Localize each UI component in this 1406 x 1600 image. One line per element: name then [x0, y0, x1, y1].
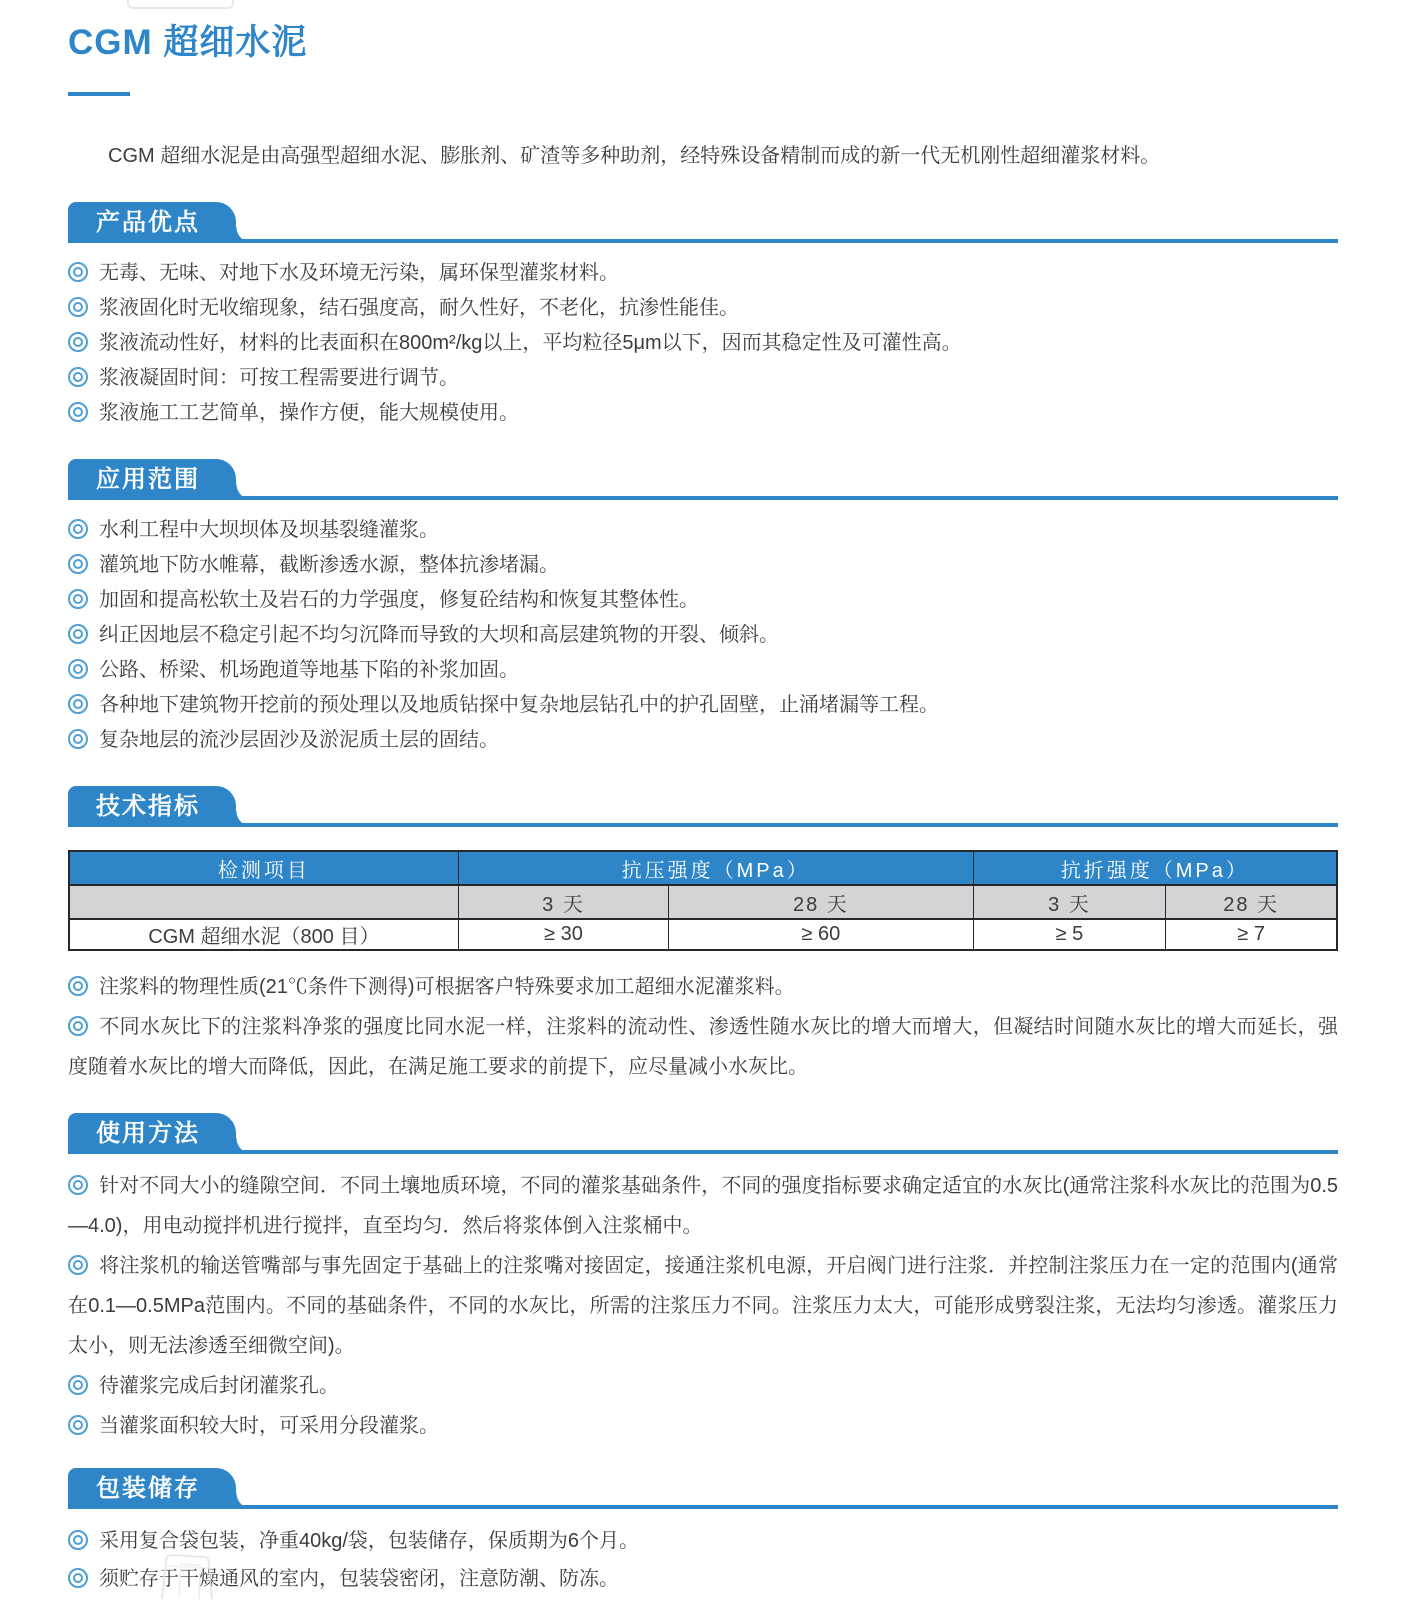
table-header-cell: 检测项目 [69, 851, 458, 885]
section-tech [68, 786, 1338, 1087]
bullet-icon [68, 1255, 88, 1275]
section-tab-label: 使用方法 [96, 1120, 200, 1147]
section-advantages [68, 202, 1338, 431]
bullet-icon [68, 976, 88, 996]
list-item-text: 针对不同大小的缝隙空间．不同土壤地质环境，不同的灌浆基础条件，不同的强度指标要求确定适宜的水灰比(通常注浆科水灰比的范围为0.5—4.0)，用电动搅拌机进行搅拌，直至均匀．然后将浆体倒入注浆桶中。 [68, 1175, 1338, 1237]
section-tab [68, 786, 236, 827]
note-item [68, 967, 1338, 1007]
section-tab-label: 产品优点 [96, 209, 200, 236]
list-item [68, 361, 1338, 396]
bullet-icon [68, 297, 88, 317]
section-banner [68, 786, 1338, 827]
note-item [68, 1007, 1338, 1087]
list-item-text: 加固和提高松软土及岩石的力学强度，修复砼结构和恢复其整体性。 [99, 589, 699, 611]
list-item-text: 将注浆机的输送管嘴部与事先固定于基础上的注浆嘴对接固定，接通注浆机电源，开启阀门进行注浆．并控制注浆压力在一定的范围内(通常在0.1—0.5MPa范围内。不同的基础条件，不同的水灰比，所需的注浆压力不同。注浆压力太大，可能形成劈裂注浆，无法均匀渗透。灌浆压力太小，则无法渗透至细微空间)。 [68, 1255, 1338, 1357]
bullet-icon [68, 519, 88, 539]
section-tab [68, 1468, 236, 1509]
list-item [68, 583, 1338, 618]
list-item-text: 复杂地层的流沙层固沙及淤泥质土层的固结。 [99, 729, 499, 751]
list-item [68, 1366, 1338, 1406]
tech-notes [68, 967, 1338, 1087]
list-item [68, 1406, 1338, 1446]
bullet-icon [68, 262, 88, 282]
top-crop-artifact [127, 0, 234, 9]
table-subheader-cell: 3 天 [458, 885, 668, 919]
list-item [68, 291, 1338, 326]
list-item [68, 1246, 1338, 1366]
table-subheader-row [69, 885, 1337, 919]
table-cell-value: ≥ 7 [1166, 919, 1337, 950]
list-item [68, 688, 1338, 723]
section-banner [68, 1468, 1338, 1509]
section-applications [68, 459, 1338, 758]
bullet-icon [68, 1415, 88, 1435]
table-header-cell: 抗压强度（MPa） [458, 851, 973, 885]
section-banner [68, 1113, 1338, 1154]
table-subheader-cell [69, 885, 458, 919]
section-tab-label: 应用范围 [96, 466, 200, 493]
list-item-text: 须贮存于干燥通风的室内，包装袋密闭，注意防潮、防冻。 [99, 1568, 619, 1590]
cement-bag-watermark [142, 1552, 237, 1600]
list-item-text: 浆液凝固时间：可按工程需要进行调节。 [99, 367, 459, 389]
list-item [68, 513, 1338, 548]
tech-table [68, 850, 1338, 951]
bullet-icon [68, 659, 88, 679]
list-item [68, 326, 1338, 361]
list-item [68, 653, 1338, 688]
table-header-cell: 抗折强度（MPa） [973, 851, 1337, 885]
note-text: 注浆料的物理性质(21℃条件下测得)可根据客户特殊要求加工超细水泥灌浆料。 [99, 976, 795, 998]
bullet-icon [68, 367, 88, 387]
table-cell-value: ≥ 60 [669, 919, 973, 950]
section-tab [68, 202, 236, 243]
bullet-icon [68, 332, 88, 352]
table-subheader-cell: 28 天 [669, 885, 973, 919]
bullet-icon [68, 624, 88, 644]
section-tab [68, 1113, 236, 1154]
list-item [68, 256, 1338, 291]
list-item [68, 396, 1338, 431]
bullet-icon [68, 1568, 88, 1588]
table-cell-value: ≥ 30 [458, 919, 668, 950]
bullet-icon [68, 1016, 88, 1036]
list-item [68, 618, 1338, 653]
bullet-icon [68, 1530, 88, 1550]
table-subheader-cell: 3 天 [973, 885, 1166, 919]
usage-list [68, 1166, 1338, 1446]
intro-paragraph: CGM 超细水泥是由高强型超细水泥、膨胀剂、矿渣等多种助剂，经特殊设备精制而成的新一代无机刚性超细灌浆材料。 [108, 145, 1161, 167]
list-item-text: 当灌浆面积较大时，可采用分段灌浆。 [99, 1415, 439, 1437]
bullet-icon [68, 402, 88, 422]
list-item [68, 723, 1338, 758]
list-item [68, 1166, 1338, 1246]
applications-list [68, 513, 1338, 758]
list-item-text: 各种地下建筑物开挖前的预处理以及地质钻探中复杂地层钻孔中的护孔固壁，止涌堵漏等工程。 [99, 694, 939, 716]
list-item [68, 1522, 1338, 1560]
advantages-list [68, 256, 1338, 431]
list-item-text: 灌筑地下防水帷幕，截断渗透水源，整体抗渗堵漏。 [99, 554, 559, 576]
list-item-text: 浆液施工工艺简单，操作方便，能大规模使用。 [99, 402, 519, 424]
table-cell-value: ≥ 5 [973, 919, 1166, 950]
list-item-text: 纠正因地层不稳定引起不均匀沉降而导致的大坝和高层建筑物的开裂、倾斜。 [99, 624, 779, 646]
list-item-text: 待灌浆完成后封闭灌浆孔。 [99, 1375, 339, 1397]
list-item-text: 水利工程中大坝坝体及坝基裂缝灌浆。 [99, 519, 439, 541]
bullet-icon [68, 1175, 88, 1195]
bullet-icon [68, 1375, 88, 1395]
list-item [68, 548, 1338, 583]
list-item [68, 1560, 1338, 1598]
list-item-text: 采用复合袋包装，净重40kg/袋，包装储存，保质期为6个月。 [99, 1530, 640, 1552]
storage-list [68, 1522, 1338, 1598]
note-text: 不同水灰比下的注浆料净浆的强度比同水泥一样，注浆料的流动性、渗透性随水灰比的增大而增大，但凝结时间随水灰比的增大而延长，强度随着水灰比的增大而降低，因此，在满足施工要求的前提下，应尽量减小水灰比。 [68, 1016, 1338, 1078]
table-subheader-cell: 28 天 [1166, 885, 1337, 919]
section-banner [68, 202, 1338, 243]
section-banner [68, 459, 1338, 500]
section-tab-label: 包装储存 [96, 1475, 200, 1502]
bullet-icon [68, 554, 88, 574]
bullet-icon [68, 589, 88, 609]
section-storage [68, 1468, 1338, 1598]
section-tab [68, 459, 236, 500]
bullet-icon [68, 729, 88, 749]
section-usage [68, 1113, 1338, 1446]
list-item-text: 无毒、无味、对地下水及环境无污染，属环保型灌浆材料。 [99, 262, 619, 284]
table-header-row [69, 851, 1337, 885]
page-title: CGM 超细水泥 [68, 23, 308, 62]
list-item-text: 浆液流动性好，材料的比表面积在800m²/kg以上，平均粒径5μm以下，因而其稳定性及可灌性高。 [99, 332, 962, 354]
list-item-text: 浆液固化时无收缩现象，结石强度高，耐久性好，不老化，抗渗性能佳。 [99, 297, 739, 319]
section-tab-label: 技术指标 [96, 793, 200, 820]
bullet-icon [68, 694, 88, 714]
title-underline [68, 92, 130, 96]
list-item-text: 公路、桥梁、机场跑道等地基下陷的补浆加固。 [99, 659, 519, 681]
table-row [69, 919, 1337, 950]
table-cell-product: CGM 超细水泥（800 目） [69, 919, 458, 950]
